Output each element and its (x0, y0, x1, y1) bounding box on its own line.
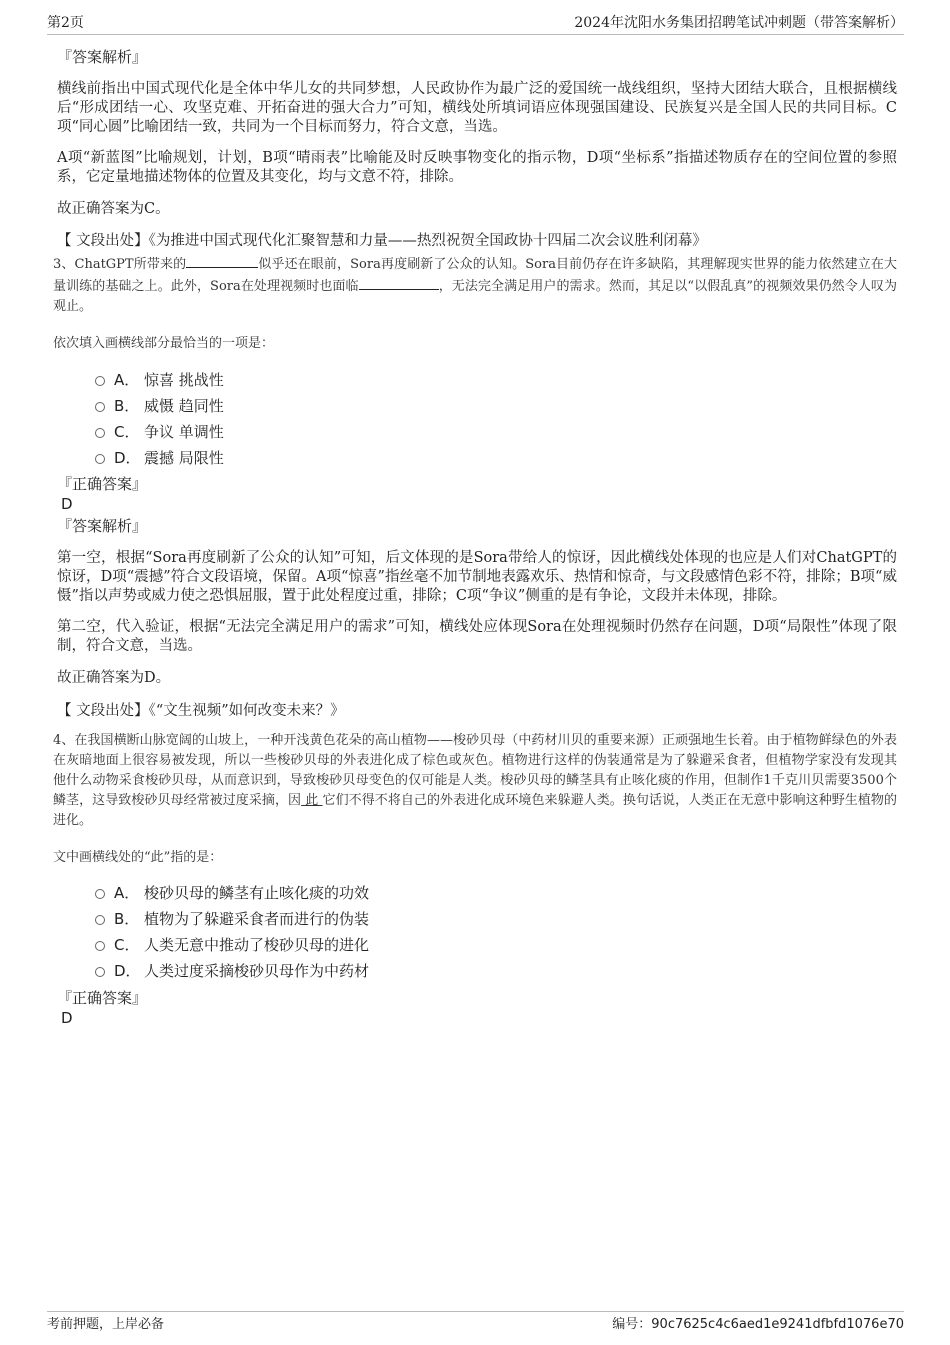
q2-analysis-tag: 『答案解析』 (57, 48, 148, 66)
footer-slogan: 考前押题，上岸必备 (47, 1317, 165, 1332)
q4-option-c[interactable]: C． 人类无意中推动了梭砂贝母的进化 (95, 932, 897, 958)
q4-option-d[interactable]: D． 人类过度采摘梭砂贝母作为中药材 (95, 958, 897, 984)
q4-stem: 4、在我国横断山脉宽阔的山坡上，一种开浅黄色花朵的高山植物——梭砂贝母（中药材川贝的重要来源）正顽强地生长着。由于植物鲜绿色的外表在灰暗地面上很容易被发现，所以一些梭砂贝母的外表进化成了棕色或灰色。植物进行这样的伪装通常是为了躲避采食者，但植物学家没有发现其他什么动物采食梭砂贝母，从而意识到，导致梭砂贝母变色的仅可能是人类。梭砂贝母的鳞茎具有止咳化痰的作用，但制作1千克川贝需要3500个鳞茎，这导致梭砂贝母经常被过度采摘，因 此 它们不得不将自己的外表进化成环境色来躲避人类。换句话说，人类正在无意中影响这种野生植物的进化。 (53, 733, 897, 828)
radio-icon[interactable] (95, 376, 105, 386)
q3-stem: 3、ChatGPT所带来的 似乎还在眼前，Sora再度刷新了公众的认知。Sora目前仍存在许多缺陷，其理解现实世界的能力依然建立在大量训练的基础之上。此外，Sora在处理视频时也面临 ，无法完全满足用户的需求。然而，其足以“以假乱真”的视频效果仍然令人叹为观止。 (53, 253, 897, 317)
radio-icon[interactable] (95, 889, 105, 899)
q4-option-b[interactable]: B． 植物为了躲避采食者而进行的伪装 (95, 906, 897, 932)
radio-icon[interactable] (95, 915, 105, 925)
radio-icon[interactable] (95, 967, 105, 977)
q3-option-a[interactable]: A． 惊喜 挑战性 (95, 367, 897, 393)
q3-blank-1 (186, 253, 258, 268)
q4-answer-tag: 『正确答案』 (57, 989, 148, 1007)
q3-option-b[interactable]: B． 威慑 趋同性 (95, 393, 897, 419)
q2-source: 【 文段出处】《为推进中国式现代化汇聚智慧和力量——热烈祝贺全国政协十四届二次会议胜利闭幕》 (57, 233, 707, 249)
q3-blank-2 (359, 275, 439, 290)
document-title: 2024年沈阳水务集团招聘笔试冲刺题（带答案解析） (574, 15, 904, 31)
q2-analysis-paragraph: 横线前指出中国式现代化是全体中华儿女的共同梦想，人民政协作为最广泛的爱国统一战线组织，坚持大团结大联合，且根据横线后“形成团结一心、攻坚克难、开拓奋进的强大合力”可知，横线处所填词语应体现强国建设、民族复兴是全国人民的共同目标。C项“同心圆”比喻团结一致，共同为一个目标而努力，符合文意，当选。 (57, 81, 897, 135)
q3-options (95, 367, 897, 471)
q3-analysis-paragraph: 第二空，代入验证，根据“无法完全满足用户的需求”可知，横线处应体现Sora在处理视频时仍然存在问题，D项“局限性”体现了限制，符合文意，当选。 (57, 619, 897, 654)
q4-prompt: 文中画横线处的“此”指的是： (53, 850, 223, 865)
page-header (47, 12, 904, 35)
q3-analysis-tag: 『答案解析』 (57, 517, 148, 535)
q4-option-a[interactable]: A． 梭砂贝母的鳞茎有止咳化痰的功效 (95, 880, 897, 906)
q4-underlined-word: 此 (301, 793, 323, 808)
radio-icon[interactable] (95, 402, 105, 412)
radio-icon[interactable] (95, 454, 105, 464)
page-footer (47, 1311, 904, 1336)
q3-option-d[interactable]: D． 震撼 局限性 (95, 445, 897, 471)
page-content (53, 47, 898, 1028)
q3-source: 【 文段出处】《“文生视频”如何改变未来？》 (57, 703, 345, 719)
document-code: 编号：90c7625c4c6aed1e9241dfbfd1076e70 (612, 1317, 904, 1332)
radio-icon[interactable] (95, 941, 105, 951)
q4-answer: D (61, 1009, 73, 1027)
q3-analysis-paragraph: 故正确答案为D。 (57, 670, 171, 686)
q3-prompt: 依次填入画横线部分最恰当的一项是： (53, 336, 275, 351)
page-number: 第2页 (47, 15, 84, 31)
radio-icon[interactable] (95, 428, 105, 438)
q3-option-c[interactable]: C． 争议 单调性 (95, 419, 897, 445)
q3-analysis-paragraph: 第一空，根据“Sora再度刷新了公众的认知”可知，后文体现的是Sora带给人的惊讶，因此横线处体现的也应是人们对ChatGPT的惊讶，D项“震撼”符合文段语境，保留。A项“惊喜”指丝毫不加节制地表露欢乐、热情和惊奇，与文段感情色彩不符，排除；B项“威慑”指以声势或威力使之恐惧屈服，置于此处程度过重，排除；C项“争议”侧重的是有争论，文段并未体现，排除。 (57, 550, 897, 604)
q3-answer-tag: 『正确答案』 (57, 475, 148, 493)
q2-analysis-paragraph: 故正确答案为C。 (57, 201, 170, 217)
q3-answer: D (61, 495, 73, 513)
q2-analysis-paragraph: A项“新蓝图”比喻规划，计划，B项“晴雨表”比喻能及时反映事物变化的指示物，D项“坐标系”指描述物质存在的空间位置的参照系，它定量地描述物体的位置及其变化，均与文意不符，排除。 (57, 150, 897, 185)
q4-options (95, 880, 897, 984)
